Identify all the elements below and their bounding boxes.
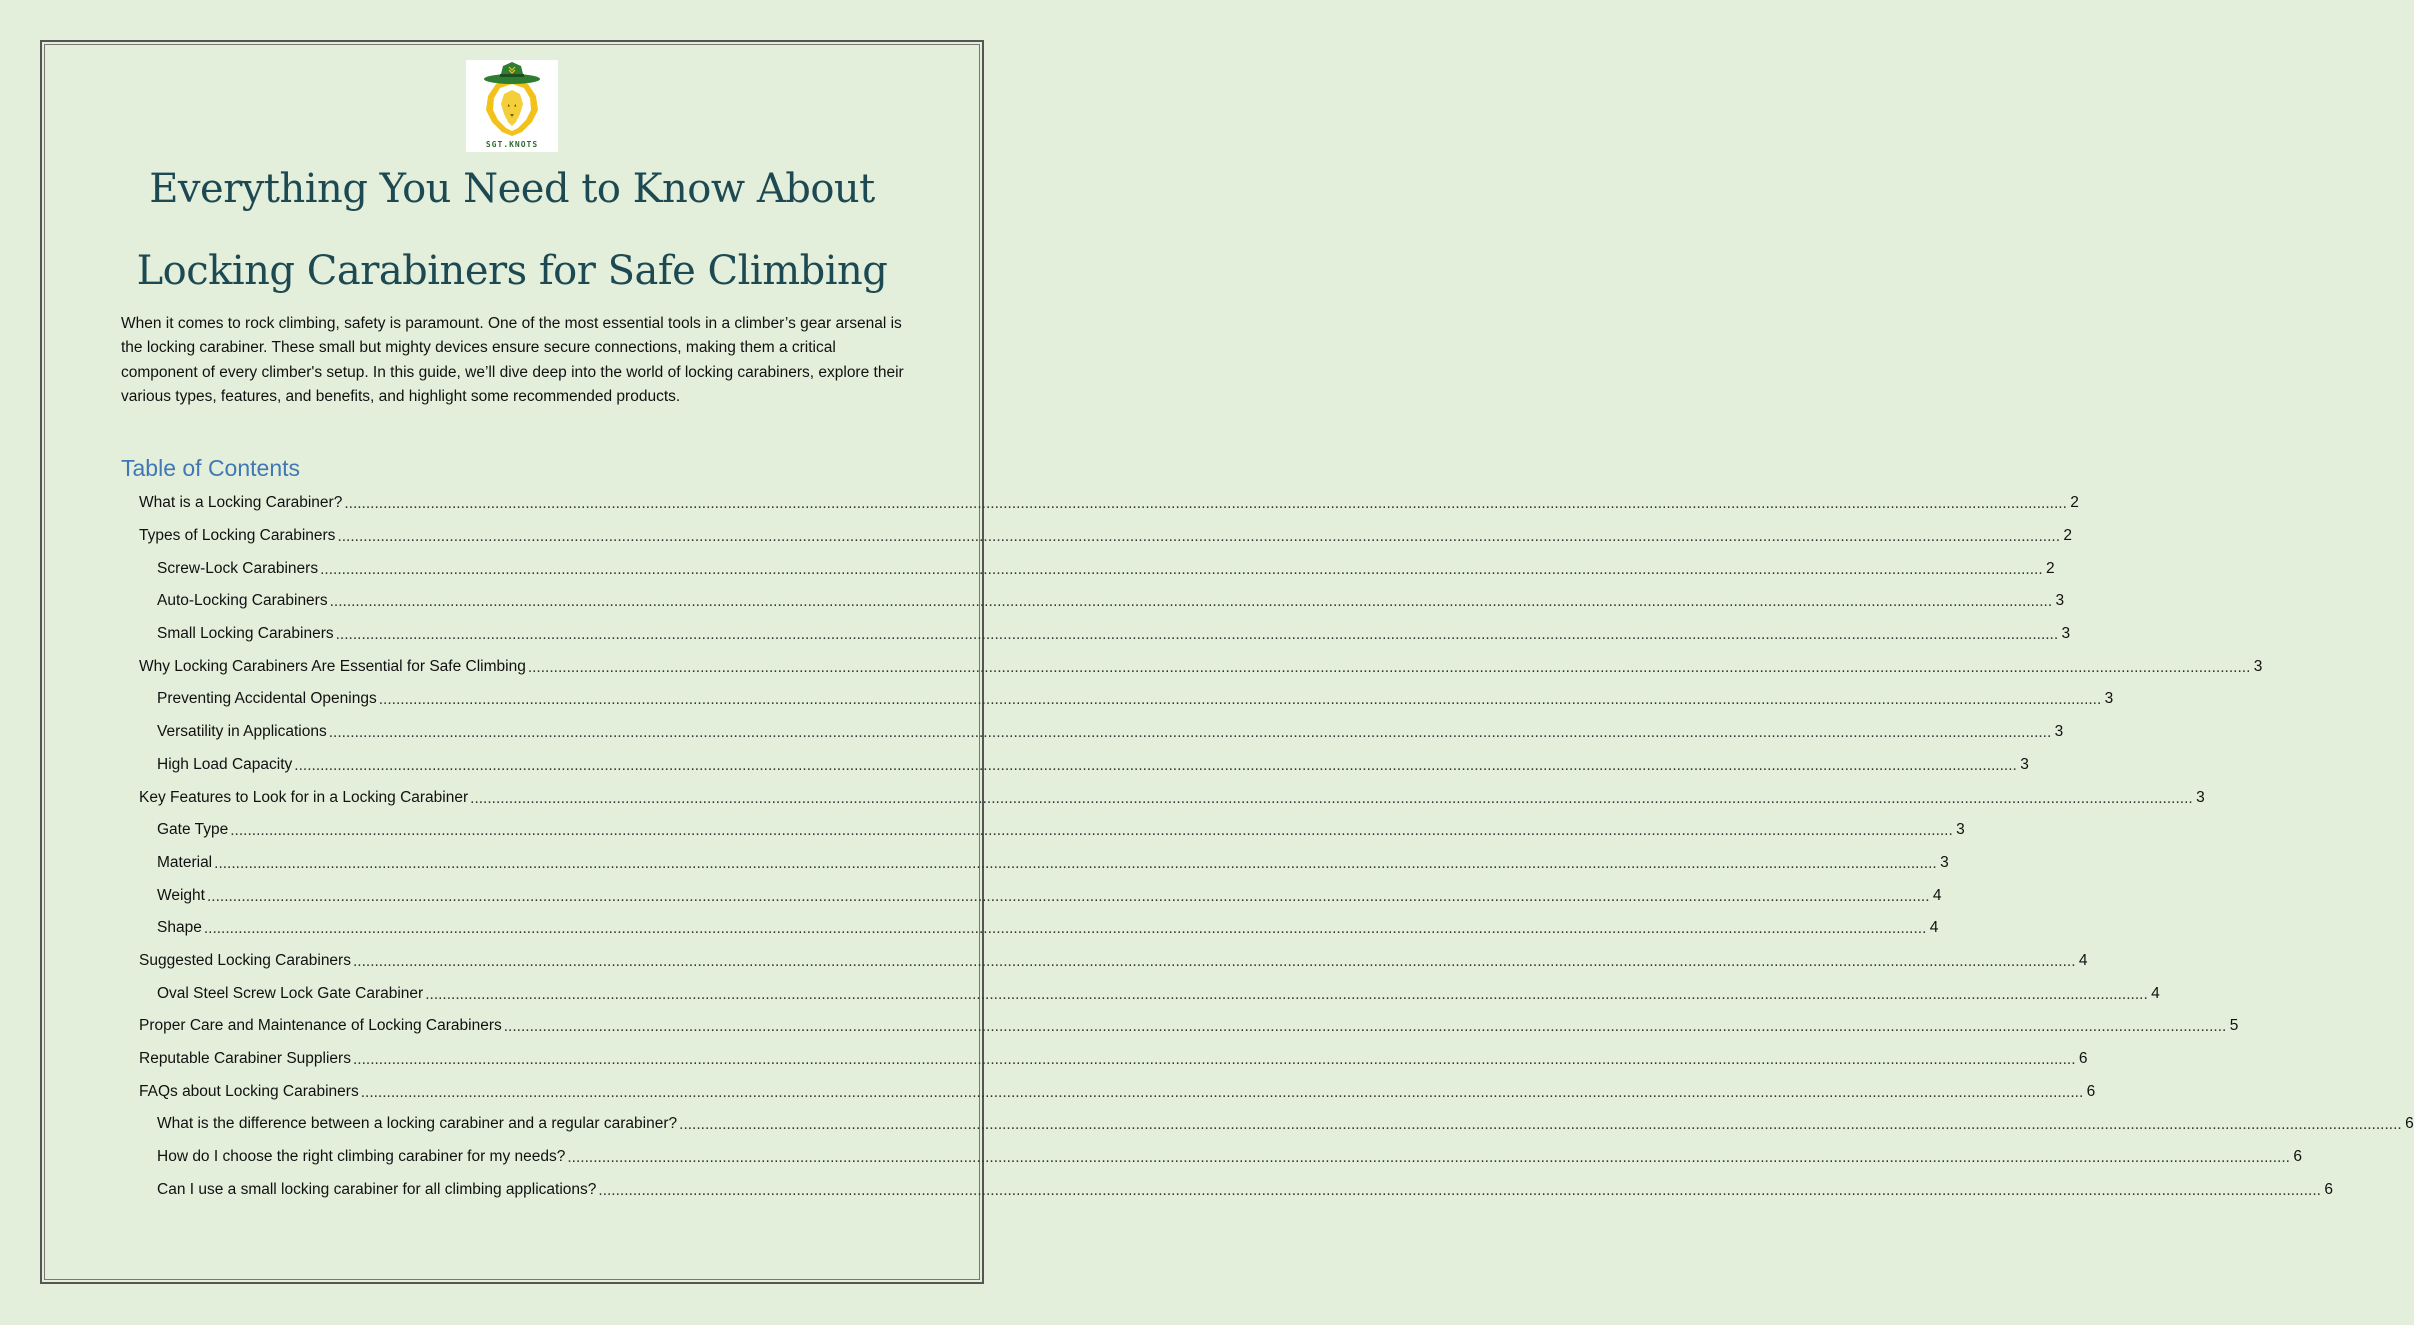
toc-entry-label[interactable]: Key Features to Look for in a Locking Carabiner: [139, 788, 469, 806]
toc-dot-leader: ................................................................................................................................................................................................................................................................................................................................................................................................................: [329, 593, 2053, 611]
toc-dot-leader: ................................................................................................................................................................................................................................................................................................................................................................................................................: [206, 887, 1930, 905]
toc-dot-leader: ................................................................................................................................................................................................................................................................................................................................................................................................................: [203, 920, 1927, 938]
toc-dot-leader: ................................................................................................................................................................................................................................................................................................................................................................................................................: [470, 789, 2193, 807]
toc-entry-page[interactable]: 3: [2061, 625, 2071, 643]
toc-entry[interactable]: [139, 487, 2079, 520]
toc-entry[interactable]: [139, 977, 2160, 1010]
toc-entry[interactable]: [139, 1075, 2096, 1108]
toc-dot-leader: ................................................................................................................................................................................................................................................................................................................................................................................................................: [294, 756, 2017, 774]
toc-entry[interactable]: [139, 716, 2064, 749]
toc-dot-leader: ................................................................................................................................................................................................................................................................................................................................................................................................................: [328, 724, 2052, 742]
toc-entry[interactable]: [139, 1108, 2414, 1141]
toc-entry-label[interactable]: Small Locking Carabiners: [157, 625, 334, 643]
toc-dot-leader: ................................................................................................................................................................................................................................................................................................................................................................................................................: [679, 1116, 2402, 1134]
toc-entry[interactable]: [139, 1173, 2333, 1206]
toc-entry-page[interactable]: 3: [2020, 755, 2029, 773]
toc-dot-leader: ................................................................................................................................................................................................................................................................................................................................................................................................................: [527, 658, 2251, 676]
toc-entry[interactable]: [139, 781, 2205, 814]
toc-entry[interactable]: [139, 814, 1965, 847]
toc-entry-page[interactable]: 3: [2196, 788, 2205, 806]
toc-entry-page[interactable]: 2: [2063, 527, 2072, 545]
toc-entry-page[interactable]: 3: [1956, 821, 1965, 839]
toc-entry[interactable]: [139, 1010, 2239, 1043]
toc-entry-page[interactable]: 6: [2405, 1115, 2414, 1133]
toc-entry[interactable]: [139, 683, 2114, 716]
toc-entry-page[interactable]: 3: [2104, 690, 2114, 708]
brand-logo: [466, 60, 558, 152]
toc-entry[interactable]: [139, 847, 1949, 880]
toc-entry-label[interactable]: Suggested Locking Carabiners: [139, 951, 351, 969]
toc-dot-leader: ................................................................................................................................................................................................................................................................................................................................................................................................................: [352, 1051, 2076, 1069]
toc-entry-label[interactable]: Screw-Lock Carabiners: [157, 559, 319, 577]
toc-entry-page[interactable]: 2: [2046, 559, 2055, 577]
toc-entry-page[interactable]: 3: [2055, 592, 2065, 610]
toc-entry-label[interactable]: Auto-Locking Carabiners: [157, 592, 328, 610]
toc-entry-label[interactable]: Shape: [157, 919, 202, 937]
toc-entry-label[interactable]: How do I choose the right climbing carabiner for my needs?: [157, 1148, 566, 1166]
toc-entry-page[interactable]: 2: [2070, 494, 2079, 512]
toc-entry-page[interactable]: 6: [2086, 1082, 2096, 1100]
toc-dot-leader: ................................................................................................................................................................................................................................................................................................................................................................................................................: [378, 691, 2102, 709]
toc-entry-page[interactable]: 6: [2293, 1148, 2302, 1166]
toc-entry-label[interactable]: What is a Locking Carabiner?: [139, 494, 343, 512]
toc-entry-label[interactable]: Types of Locking Carabiners: [139, 527, 336, 545]
toc-entry[interactable]: [139, 552, 2055, 585]
toc-dot-leader: ................................................................................................................................................................................................................................................................................................................................................................................................................: [230, 822, 1953, 840]
toc-entry[interactable]: [139, 912, 1939, 945]
toc-entry[interactable]: [139, 618, 2071, 651]
toc-dot-leader: ................................................................................................................................................................................................................................................................................................................................................................................................................: [344, 495, 2067, 513]
toc-entry-page[interactable]: 3: [2054, 723, 2064, 741]
toc-entry-label[interactable]: Oval Steel Screw Lock Gate Carabiner: [157, 984, 424, 1002]
toc-entry-label[interactable]: Weight: [157, 886, 205, 904]
toc-dot-leader: ................................................................................................................................................................................................................................................................................................................................................................................................................: [503, 1018, 2227, 1036]
toc-entry-page[interactable]: 6: [2324, 1180, 2333, 1198]
title-line-1: Everything You Need to Know About: [149, 166, 875, 212]
toc-entry[interactable]: [139, 520, 2072, 553]
toc-entry-page[interactable]: 5: [2229, 1017, 2239, 1035]
intro-paragraph: When it comes to rock climbing, safety is paramount. One of the most essential tools in a climber’s gear arsenal is the locking carabiner. These small but mighty devices ensure secure connections, making them a critical component of every climber's setup. In this guide, we’ll dive deep into the world of locking carabiners, explore their various types, features, and benefits, and highlight some recommended products.: [121, 315, 904, 405]
toc-dot-leader: ................................................................................................................................................................................................................................................................................................................................................................................................................: [360, 1083, 2084, 1101]
toc-entry-page[interactable]: 4: [1932, 886, 1942, 904]
toc-entry[interactable]: [139, 879, 1942, 912]
toc-entry-label[interactable]: Can I use a small locking carabiner for all climbing applications?: [157, 1180, 597, 1198]
toc-entry-page[interactable]: 4: [1929, 919, 1939, 937]
toc-entry-page[interactable]: 3: [1940, 853, 1949, 871]
toc-entry-label[interactable]: Gate Type: [157, 821, 229, 839]
toc-entry[interactable]: [139, 650, 2263, 683]
toc-dot-leader: ................................................................................................................................................................................................................................................................................................................................................................................................................: [425, 985, 2148, 1003]
toc-dot-leader: ................................................................................................................................................................................................................................................................................................................................................................................................................: [337, 528, 2060, 546]
toc-entry-label[interactable]: What is the difference between a locking carabiner and a regular carabiner?: [157, 1115, 678, 1133]
lion-with-ranger-hat-icon: [466, 60, 558, 142]
toc-entry-page[interactable]: 3: [2253, 657, 2263, 675]
logo-text: SGT.KNOTS: [485, 140, 539, 149]
toc-entry-label[interactable]: High Load Capacity: [157, 755, 293, 773]
title-line-2: Locking Carabiners for Safe Climbing: [136, 248, 888, 294]
toc-entry-label[interactable]: Preventing Accidental Openings: [157, 690, 377, 708]
toc-entry[interactable]: [139, 1141, 2302, 1174]
toc-dot-leader: ................................................................................................................................................................................................................................................................................................................................................................................................................: [320, 560, 2043, 578]
toc-dot-leader: ................................................................................................................................................................................................................................................................................................................................................................................................................: [214, 854, 1937, 872]
toc-heading: Table of Contents: [121, 455, 301, 481]
toc-entry[interactable]: [139, 749, 2029, 782]
toc-entry-page[interactable]: 4: [2151, 984, 2160, 1002]
toc-entry[interactable]: [139, 1043, 2088, 1076]
table-of-contents: [139, 487, 2414, 1206]
toc-entry-label[interactable]: Material: [157, 853, 213, 871]
toc-entry[interactable]: [139, 945, 2088, 978]
toc-entry-label[interactable]: Why Locking Carabiners Are Essential for Safe Climbing: [139, 657, 526, 675]
toc-entry-label[interactable]: FAQs about Locking Carabiners: [139, 1082, 359, 1100]
toc-dot-leader: ................................................................................................................................................................................................................................................................................................................................................................................................................: [598, 1181, 2321, 1199]
toc-dot-leader: ................................................................................................................................................................................................................................................................................................................................................................................................................: [567, 1149, 2290, 1167]
toc-dot-leader: ................................................................................................................................................................................................................................................................................................................................................................................................................: [352, 952, 2076, 970]
page-title: [100, 148, 924, 312]
toc-dot-leader: ................................................................................................................................................................................................................................................................................................................................................................................................................: [335, 626, 2059, 644]
toc-entry-label[interactable]: Proper Care and Maintenance of Locking Carabiners: [139, 1017, 502, 1035]
toc-entry[interactable]: [139, 585, 2065, 618]
toc-entry-page[interactable]: 6: [2078, 1050, 2088, 1068]
toc-entry-label[interactable]: Versatility in Applications: [157, 723, 327, 741]
toc-entry-page[interactable]: 4: [2078, 951, 2088, 969]
toc-entry-label[interactable]: Reputable Carabiner Suppliers: [139, 1050, 351, 1068]
